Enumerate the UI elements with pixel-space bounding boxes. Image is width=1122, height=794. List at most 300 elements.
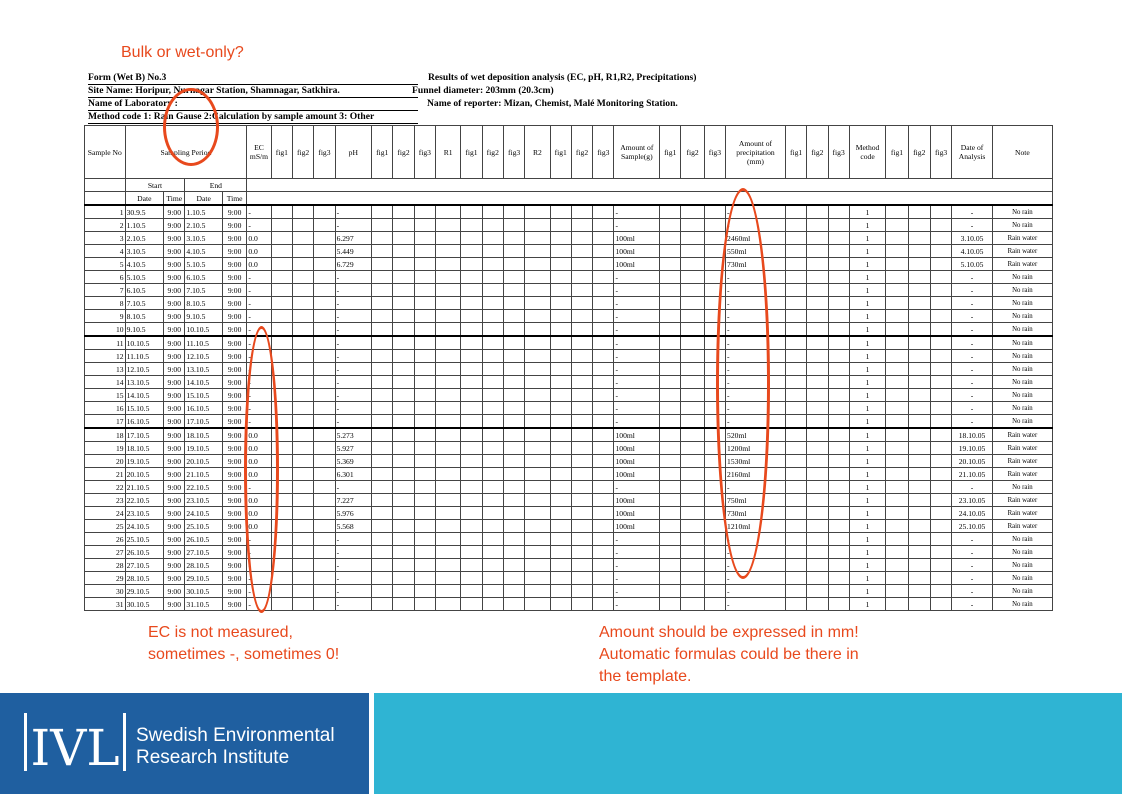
cell-et: 9:00 xyxy=(222,336,246,350)
table-row xyxy=(85,468,1053,481)
table-row xyxy=(85,481,1053,494)
cell-et: 9:00 xyxy=(222,598,246,611)
cell-no: 3 xyxy=(85,232,126,245)
col-r1-fig2: fig2 xyxy=(482,126,503,179)
ec-note xyxy=(148,622,339,666)
cell-ed: 8.10.5 xyxy=(185,297,223,310)
cell-amt: - xyxy=(614,559,660,572)
cell-doa: - xyxy=(952,598,993,611)
cell-method: 1 xyxy=(849,598,886,611)
cell-method: 1 xyxy=(849,363,886,376)
cell-no: 2 xyxy=(85,219,126,232)
table-row xyxy=(85,559,1053,572)
cell-st: 9:00 xyxy=(164,481,185,494)
col-amount-sample: Amount of Sample(g) xyxy=(614,126,660,179)
cell-precip: - xyxy=(726,559,786,572)
col-sample-no: Sample No xyxy=(85,126,126,179)
cell-et: 9:00 xyxy=(222,533,246,546)
col-r2-fig1: fig1 xyxy=(550,126,571,179)
cell-note: No rain xyxy=(992,402,1052,415)
table-row xyxy=(85,546,1053,559)
cell-sd: 16.10.5 xyxy=(125,415,164,429)
cell-sd: 30.9.5 xyxy=(125,205,164,219)
cell-amt: 100ml xyxy=(614,468,660,481)
col-amt-fig3: fig3 xyxy=(704,126,725,179)
cell-doa: - xyxy=(952,336,993,350)
table-row xyxy=(85,284,1053,297)
cell-ec: 0.0 xyxy=(247,520,271,533)
table-row xyxy=(85,310,1053,323)
cell-note: No rain xyxy=(992,585,1052,598)
cell-amt: 100ml xyxy=(614,507,660,520)
cell-ed: 6.10.5 xyxy=(185,271,223,284)
col-ph: pH xyxy=(335,126,372,179)
cell-method: 1 xyxy=(849,415,886,429)
cell-precip: 1530ml xyxy=(726,455,786,468)
cell-ph: - xyxy=(335,598,372,611)
method-code-legend: Method code 1: Rain Gause 2:Calculation by sample amount 3: Other xyxy=(88,111,375,122)
cell-doa: - xyxy=(952,572,993,585)
cell-et: 9:00 xyxy=(222,323,246,337)
cell-ed: 27.10.5 xyxy=(185,546,223,559)
cell-ph: - xyxy=(335,219,372,232)
cell-ph: - xyxy=(335,205,372,219)
cell-amt: - xyxy=(614,402,660,415)
cell-no: 6 xyxy=(85,271,126,284)
cell-doa: 21.10.05 xyxy=(952,468,993,481)
cell-no: 4 xyxy=(85,245,126,258)
cell-method: 1 xyxy=(849,310,886,323)
cell-ec: - xyxy=(247,336,271,350)
cell-sd: 20.10.5 xyxy=(125,468,164,481)
cell-sd: 29.10.5 xyxy=(125,585,164,598)
cell-st: 9:00 xyxy=(164,572,185,585)
table-row xyxy=(85,442,1053,455)
cell-et: 9:00 xyxy=(222,284,246,297)
cell-ph: - xyxy=(335,389,372,402)
cell-sd: 8.10.5 xyxy=(125,310,164,323)
cell-ec: - xyxy=(247,271,271,284)
cell-amt: - xyxy=(614,271,660,284)
cell-note: No rain xyxy=(992,389,1052,402)
cell-no: 29 xyxy=(85,572,126,585)
cell-st: 9:00 xyxy=(164,507,185,520)
ivl-logo xyxy=(0,693,369,794)
cell-method: 1 xyxy=(849,442,886,455)
cell-amt: - xyxy=(614,533,660,546)
cell-sd: 14.10.5 xyxy=(125,389,164,402)
cell-st: 9:00 xyxy=(164,336,185,350)
cell-no: 21 xyxy=(85,468,126,481)
cell-ph: 6.729 xyxy=(335,258,372,271)
cell-ed: 18.10.5 xyxy=(185,428,223,442)
cell-no: 26 xyxy=(85,533,126,546)
table-row xyxy=(85,297,1053,310)
ec-note-line1: EC is not measured, xyxy=(148,624,293,641)
cell-ec: - xyxy=(247,284,271,297)
cell-precip: - xyxy=(726,572,786,585)
cell-ph: - xyxy=(335,350,372,363)
cell-note: No rain xyxy=(992,415,1052,429)
table-row xyxy=(85,350,1053,363)
cell-amt: 100ml xyxy=(614,520,660,533)
cell-doa: - xyxy=(952,376,993,389)
cell-ec: - xyxy=(247,402,271,415)
cell-no: 15 xyxy=(85,389,126,402)
cell-precip: 750ml xyxy=(726,494,786,507)
col-precip-fig2: fig2 xyxy=(807,126,828,179)
cell-note: No rain xyxy=(992,572,1052,585)
cell-et: 9:00 xyxy=(222,310,246,323)
cell-amt: 100ml xyxy=(614,258,660,271)
cell-precip: - xyxy=(726,598,786,611)
cell-ed: 10.10.5 xyxy=(185,323,223,337)
cell-ed: 26.10.5 xyxy=(185,533,223,546)
cell-ph: - xyxy=(335,533,372,546)
cell-no: 12 xyxy=(85,350,126,363)
cell-no: 16 xyxy=(85,402,126,415)
cell-ec: - xyxy=(247,323,271,337)
cell-note: No rain xyxy=(992,284,1052,297)
cell-ed: 4.10.5 xyxy=(185,245,223,258)
cell-et: 9:00 xyxy=(222,245,246,258)
cell-doa: 5.10.05 xyxy=(952,258,993,271)
table-row xyxy=(85,585,1053,598)
cell-precip: - xyxy=(726,389,786,402)
cell-amt: - xyxy=(614,310,660,323)
cell-ed: 1.10.5 xyxy=(185,205,223,219)
cell-ec: - xyxy=(247,572,271,585)
cell-precip: - xyxy=(726,546,786,559)
cell-method: 1 xyxy=(849,376,886,389)
col-end: End xyxy=(185,179,247,192)
col-end-date: Date xyxy=(185,192,223,206)
cell-ec: - xyxy=(247,598,271,611)
wet-deposition-table xyxy=(84,125,1053,611)
cell-precip: 520ml xyxy=(726,428,786,442)
cell-ec: - xyxy=(247,350,271,363)
cell-note: No rain xyxy=(992,363,1052,376)
cell-ph: - xyxy=(335,415,372,429)
cell-doa: - xyxy=(952,363,993,376)
cell-method: 1 xyxy=(849,245,886,258)
cell-no: 18 xyxy=(85,428,126,442)
cell-precip: - xyxy=(726,271,786,284)
cell-st: 9:00 xyxy=(164,245,185,258)
cell-st: 9:00 xyxy=(164,310,185,323)
cell-st: 9:00 xyxy=(164,520,185,533)
col-amt-fig1: fig1 xyxy=(660,126,681,179)
table-row xyxy=(85,520,1053,533)
cell-ph: - xyxy=(335,284,372,297)
table-row xyxy=(85,455,1053,468)
cell-amt: - xyxy=(614,585,660,598)
cell-et: 9:00 xyxy=(222,520,246,533)
cell-note: No rain xyxy=(992,336,1052,350)
cell-sd: 27.10.5 xyxy=(125,559,164,572)
cell-precip: 730ml xyxy=(726,258,786,271)
cell-ed: 22.10.5 xyxy=(185,481,223,494)
cell-et: 9:00 xyxy=(222,428,246,442)
cell-no: 14 xyxy=(85,376,126,389)
cell-doa: 23.10.05 xyxy=(952,494,993,507)
cell-st: 9:00 xyxy=(164,350,185,363)
cell-method: 1 xyxy=(849,258,886,271)
cell-ph: - xyxy=(335,363,372,376)
cell-st: 9:00 xyxy=(164,323,185,337)
cell-st: 9:00 xyxy=(164,258,185,271)
cell-ec: 0.0 xyxy=(247,507,271,520)
cell-ec: - xyxy=(247,415,271,429)
cell-sd: 11.10.5 xyxy=(125,350,164,363)
cell-ph: 7.227 xyxy=(335,494,372,507)
cell-precip: - xyxy=(726,376,786,389)
col-mc-fig2: fig2 xyxy=(908,126,930,179)
cell-st: 9:00 xyxy=(164,284,185,297)
cell-note: No rain xyxy=(992,598,1052,611)
cell-precip: - xyxy=(726,205,786,219)
cell-no: 11 xyxy=(85,336,126,350)
cell-ph: - xyxy=(335,336,372,350)
reporter-name: Name of reporter: Mizan, Chemist, Malé Monitoring Station. xyxy=(427,98,678,109)
site-name: Site Name: Horipur, Nurnagar Station, Shamnagar, Satkhira. xyxy=(88,85,340,96)
cell-note: No rain xyxy=(992,297,1052,310)
table-row xyxy=(85,428,1053,442)
cell-st: 9:00 xyxy=(164,402,185,415)
cell-no: 24 xyxy=(85,507,126,520)
table-subheader-date-time xyxy=(85,192,1053,206)
cell-ph: 5.568 xyxy=(335,520,372,533)
cell-ed: 13.10.5 xyxy=(185,363,223,376)
ec-column-highlight-ellipse xyxy=(244,326,279,613)
cell-st: 9:00 xyxy=(164,363,185,376)
cell-st: 9:00 xyxy=(164,468,185,481)
cell-ph: - xyxy=(335,297,372,310)
cell-amt: - xyxy=(614,284,660,297)
results-title: Results of wet deposition analysis (EC, pH, R1,R2, Precipitations) xyxy=(428,72,697,83)
table-row xyxy=(85,245,1053,258)
cell-et: 9:00 xyxy=(222,585,246,598)
cell-ed: 7.10.5 xyxy=(185,284,223,297)
cell-sd: 19.10.5 xyxy=(125,455,164,468)
cell-et: 9:00 xyxy=(222,559,246,572)
header-underline-1 xyxy=(88,84,418,85)
cell-method: 1 xyxy=(849,481,886,494)
cell-no: 22 xyxy=(85,481,126,494)
header-underline-3 xyxy=(88,110,418,111)
cell-amt: - xyxy=(614,363,660,376)
cell-no: 30 xyxy=(85,585,126,598)
cell-doa: - xyxy=(952,271,993,284)
cell-ec: - xyxy=(247,389,271,402)
cell-no: 25 xyxy=(85,520,126,533)
cell-ec: - xyxy=(247,219,271,232)
cell-sd: 18.10.5 xyxy=(125,442,164,455)
cell-ec: - xyxy=(247,205,271,219)
cell-et: 9:00 xyxy=(222,350,246,363)
cell-doa: - xyxy=(952,533,993,546)
cell-note: Rain water xyxy=(992,507,1052,520)
col-r2: R2 xyxy=(525,126,550,179)
col-method-code: Method code xyxy=(849,126,886,179)
cell-ph: 5.449 xyxy=(335,245,372,258)
cell-precip: 730ml xyxy=(726,507,786,520)
cell-note: No rain xyxy=(992,219,1052,232)
cell-st: 9:00 xyxy=(164,205,185,219)
cell-et: 9:00 xyxy=(222,494,246,507)
cell-doa: - xyxy=(952,546,993,559)
cell-et: 9:00 xyxy=(222,219,246,232)
cell-st: 9:00 xyxy=(164,585,185,598)
cell-note: Rain water xyxy=(992,520,1052,533)
logo-org-line1: Swedish Environmental xyxy=(136,725,335,746)
cell-ec: - xyxy=(247,559,271,572)
col-ec-fig2: fig2 xyxy=(292,126,313,179)
cell-ed: 25.10.5 xyxy=(185,520,223,533)
table-row xyxy=(85,389,1053,402)
cell-ph: - xyxy=(335,546,372,559)
amount-note xyxy=(599,622,859,688)
col-r1-fig3: fig3 xyxy=(503,126,524,179)
cell-sd: 3.10.5 xyxy=(125,245,164,258)
cell-note: Rain water xyxy=(992,442,1052,455)
cell-st: 9:00 xyxy=(164,442,185,455)
cell-ph: 5.369 xyxy=(335,455,372,468)
cell-ph: 5.927 xyxy=(335,442,372,455)
col-ph-fig1: fig1 xyxy=(372,126,393,179)
cell-et: 9:00 xyxy=(222,468,246,481)
cell-ph: 6.297 xyxy=(335,232,372,245)
cell-ph: 5.273 xyxy=(335,428,372,442)
cell-note: Rain water xyxy=(992,428,1052,442)
cell-ec: - xyxy=(247,376,271,389)
cell-amt: 100ml xyxy=(614,494,660,507)
table-row xyxy=(85,271,1053,284)
cell-ec: - xyxy=(247,533,271,546)
cell-st: 9:00 xyxy=(164,389,185,402)
cell-ed: 24.10.5 xyxy=(185,507,223,520)
cell-method: 1 xyxy=(849,389,886,402)
cell-et: 9:00 xyxy=(222,507,246,520)
cell-method: 1 xyxy=(849,533,886,546)
col-precip-fig1: fig1 xyxy=(785,126,806,179)
col-r2-fig2: fig2 xyxy=(571,126,592,179)
cell-sd: 23.10.5 xyxy=(125,507,164,520)
cell-ec: 0.0 xyxy=(247,442,271,455)
cell-ec: - xyxy=(247,363,271,376)
cell-ed: 14.10.5 xyxy=(185,376,223,389)
cell-note: Rain water xyxy=(992,232,1052,245)
cell-note: Rain water xyxy=(992,245,1052,258)
cell-method: 1 xyxy=(849,494,886,507)
header-underline-4 xyxy=(88,123,418,124)
cell-ed: 3.10.5 xyxy=(185,232,223,245)
cell-method: 1 xyxy=(849,323,886,337)
cell-ed: 9.10.5 xyxy=(185,310,223,323)
cell-sd: 22.10.5 xyxy=(125,494,164,507)
cell-ed: 20.10.5 xyxy=(185,455,223,468)
cell-sd: 4.10.5 xyxy=(125,258,164,271)
table-row xyxy=(85,572,1053,585)
cell-st: 9:00 xyxy=(164,546,185,559)
cell-method: 1 xyxy=(849,232,886,245)
cell-et: 9:00 xyxy=(222,258,246,271)
cell-ph: - xyxy=(335,585,372,598)
cell-amt: 100ml xyxy=(614,455,660,468)
cell-method: 1 xyxy=(849,219,886,232)
cell-precip: 1200ml xyxy=(726,442,786,455)
cell-st: 9:00 xyxy=(164,494,185,507)
cell-et: 9:00 xyxy=(222,442,246,455)
cell-et: 9:00 xyxy=(222,481,246,494)
amount-note-line3: the template. xyxy=(599,668,692,685)
cell-ph: - xyxy=(335,310,372,323)
cell-ed: 31.10.5 xyxy=(185,598,223,611)
cell-sd: 24.10.5 xyxy=(125,520,164,533)
cell-ec: 0.0 xyxy=(247,468,271,481)
cell-ec: - xyxy=(247,546,271,559)
cell-amt: 100ml xyxy=(614,442,660,455)
cell-method: 1 xyxy=(849,336,886,350)
cell-et: 9:00 xyxy=(222,363,246,376)
col-note: Note xyxy=(992,126,1052,179)
cell-no: 23 xyxy=(85,494,126,507)
footer-accent-panel xyxy=(374,693,1122,794)
cell-precip: - xyxy=(726,297,786,310)
col-end-time: Time xyxy=(222,192,246,206)
cell-sd: 17.10.5 xyxy=(125,428,164,442)
col-ph-fig2: fig2 xyxy=(393,126,414,179)
cell-note: No rain xyxy=(992,559,1052,572)
cell-ec: 0.0 xyxy=(247,428,271,442)
cell-ph: - xyxy=(335,323,372,337)
col-precip-fig3: fig3 xyxy=(828,126,849,179)
cell-method: 1 xyxy=(849,546,886,559)
cell-precip: 550ml xyxy=(726,245,786,258)
col-amount-precip: Amount of precipitation (mm) xyxy=(726,126,786,179)
cell-method: 1 xyxy=(849,468,886,481)
cell-note: No rain xyxy=(992,205,1052,219)
cell-et: 9:00 xyxy=(222,271,246,284)
cell-method: 1 xyxy=(849,205,886,219)
cell-method: 1 xyxy=(849,428,886,442)
cell-st: 9:00 xyxy=(164,376,185,389)
cell-method: 1 xyxy=(849,572,886,585)
cell-ed: 5.10.5 xyxy=(185,258,223,271)
cell-method: 1 xyxy=(849,297,886,310)
cell-amt: - xyxy=(614,336,660,350)
cell-precip: 1210ml xyxy=(726,520,786,533)
cell-ed: 29.10.5 xyxy=(185,572,223,585)
cell-precip: - xyxy=(726,284,786,297)
cell-sd: 1.10.5 xyxy=(125,219,164,232)
cell-sd: 10.10.5 xyxy=(125,336,164,350)
cell-ed: 12.10.5 xyxy=(185,350,223,363)
cell-ec: - xyxy=(247,310,271,323)
cell-doa: - xyxy=(952,585,993,598)
col-amt-fig2: fig2 xyxy=(681,126,704,179)
cell-note: No rain xyxy=(992,323,1052,337)
cell-et: 9:00 xyxy=(222,572,246,585)
cell-precip: - xyxy=(726,415,786,429)
cell-ph: 6.301 xyxy=(335,468,372,481)
cell-no: 8 xyxy=(85,297,126,310)
cell-ec: 0.0 xyxy=(247,245,271,258)
table-row xyxy=(85,376,1053,389)
cell-amt: - xyxy=(614,415,660,429)
cell-no: 10 xyxy=(85,323,126,337)
cell-amt: - xyxy=(614,297,660,310)
